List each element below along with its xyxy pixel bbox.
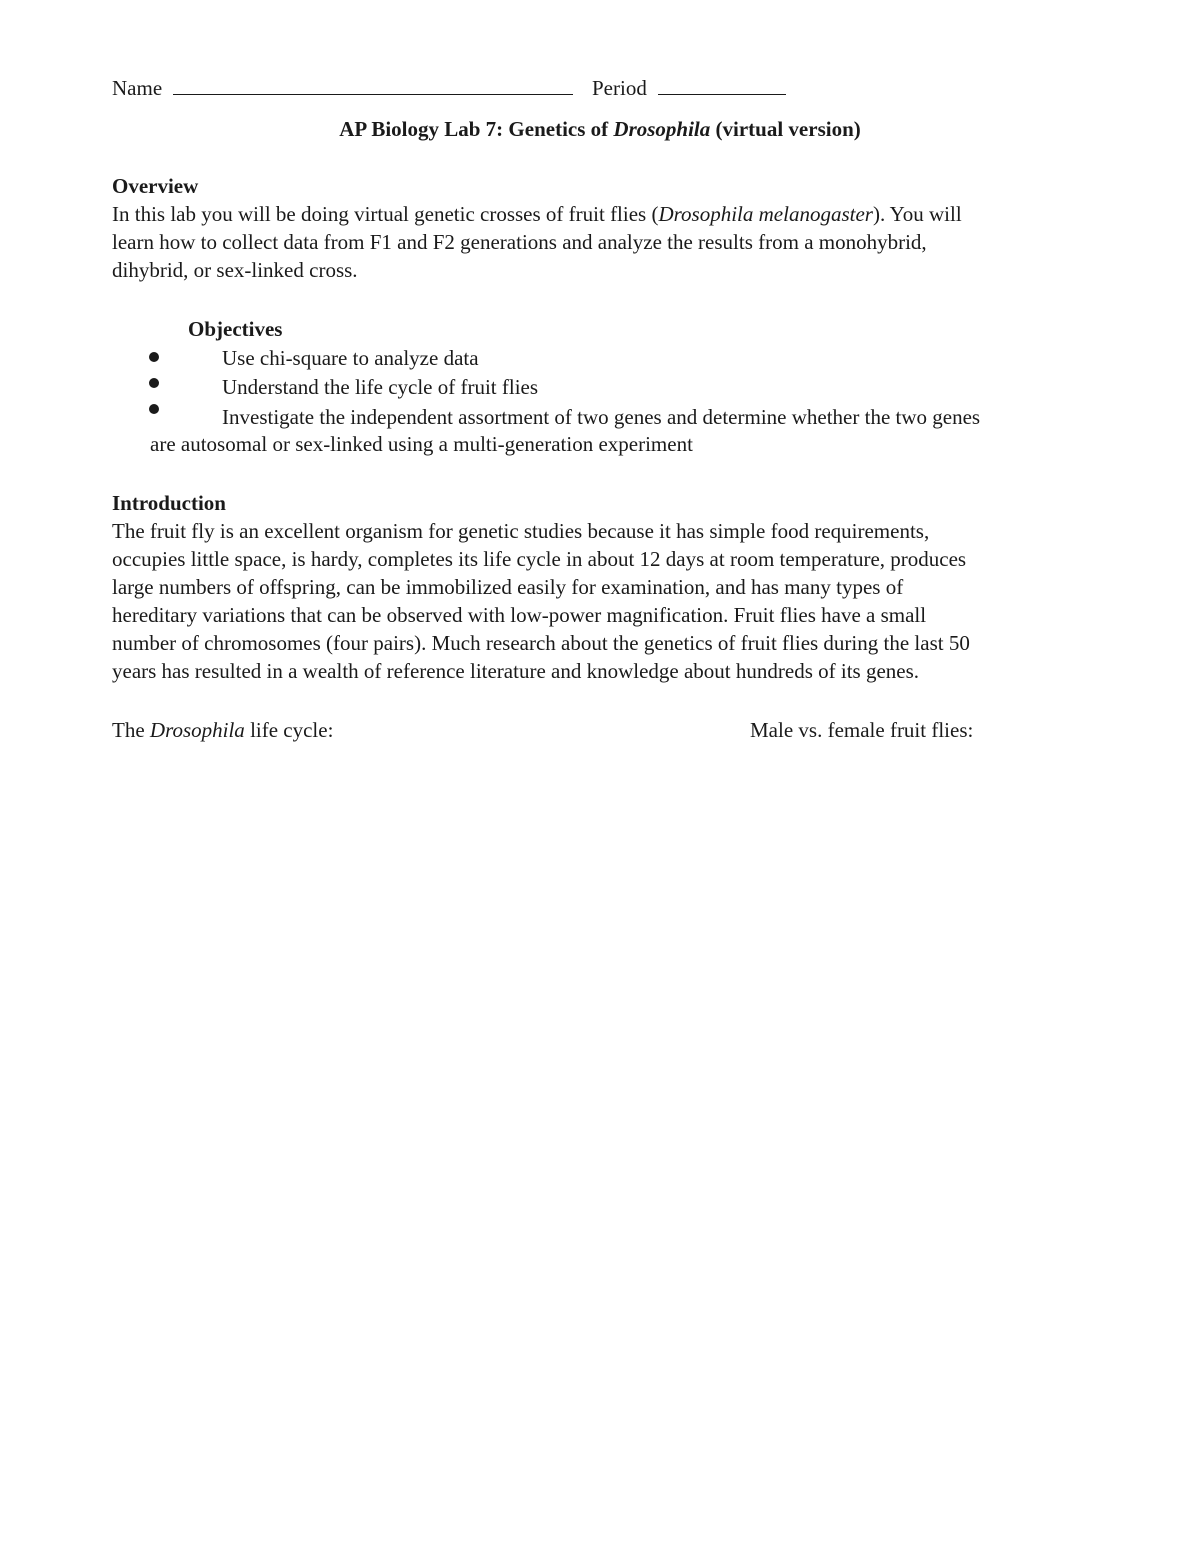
life-cycle-label — [112, 716, 333, 744]
objectives-heading: Objectives — [188, 317, 283, 341]
introduction-heading: Introduction — [112, 491, 226, 515]
life-cycle-label-italic: Drosophila — [149, 718, 245, 742]
objective-item-3-continuation: are autosomal or sex-linked using a multi-generation experiment — [150, 432, 693, 456]
overview-line-3: dihybrid, or sex-linked cross. — [112, 258, 358, 282]
name-label: Name — [112, 76, 163, 100]
period-blank-line[interactable] — [658, 72, 786, 95]
title-italic: Drosophila — [613, 117, 711, 141]
introduction-line-5: number of chromosomes (four pairs). Much research about the genetics of fruit flies during the last 50 — [112, 631, 970, 655]
title-prefix: AP Biology Lab 7: Genetics of — [339, 117, 614, 141]
bullet-icon — [149, 378, 159, 388]
name-row — [112, 72, 573, 102]
overview-line-1-end: ). You will — [872, 202, 962, 226]
overview-line-2: learn how to collect data from F1 and F2 generations and analyze the results from a monohybrid, — [112, 230, 927, 254]
overview-heading: Overview — [112, 174, 199, 198]
introduction-line-1: The fruit fly is an excellent organism for genetic studies because it has simple food requirements, — [112, 519, 930, 543]
overview-line-1-text: In this lab you will be doing virtual genetic crosses of fruit flies ( — [112, 202, 659, 226]
page-title — [0, 115, 1200, 143]
overview-line-1 — [112, 200, 1092, 228]
introduction-line-6: years has resulted in a wealth of reference literature and knowledge about hundreds of its genes. — [112, 659, 920, 683]
male-female-label: Male vs. female fruit flies: — [750, 718, 974, 742]
species-name: Drosophila melanogaster — [658, 202, 873, 226]
period-row — [592, 72, 786, 102]
introduction-section — [112, 489, 1092, 685]
overview-section — [112, 172, 1092, 284]
introduction-line-2: occupies little space, is hardy, completes its life cycle in about 12 days at room temperature, produces — [112, 547, 967, 571]
objective-item-1: Use chi-square to analyze data — [222, 346, 479, 370]
life-cycle-label-suffix: life cycle: — [244, 718, 334, 742]
introduction-line-4: hereditary variations that can be observed with low-power magnification. Fruit flies have a small — [112, 603, 927, 627]
objective-item-2: Understand the life cycle of fruit flies — [222, 375, 539, 399]
name-blank-line[interactable] — [173, 72, 573, 95]
objective-item-3: Investigate the independent assortment of two genes and determine whether the two genes — [222, 405, 981, 429]
period-label: Period — [592, 76, 647, 100]
life-cycle-label-prefix: The — [112, 718, 150, 742]
bullet-icon — [149, 352, 159, 362]
title-suffix: (virtual version) — [710, 117, 861, 141]
bullet-icon — [149, 404, 159, 414]
introduction-line-3: large numbers of offspring, can be immobilized easily for examination, and has many types of — [112, 575, 904, 599]
